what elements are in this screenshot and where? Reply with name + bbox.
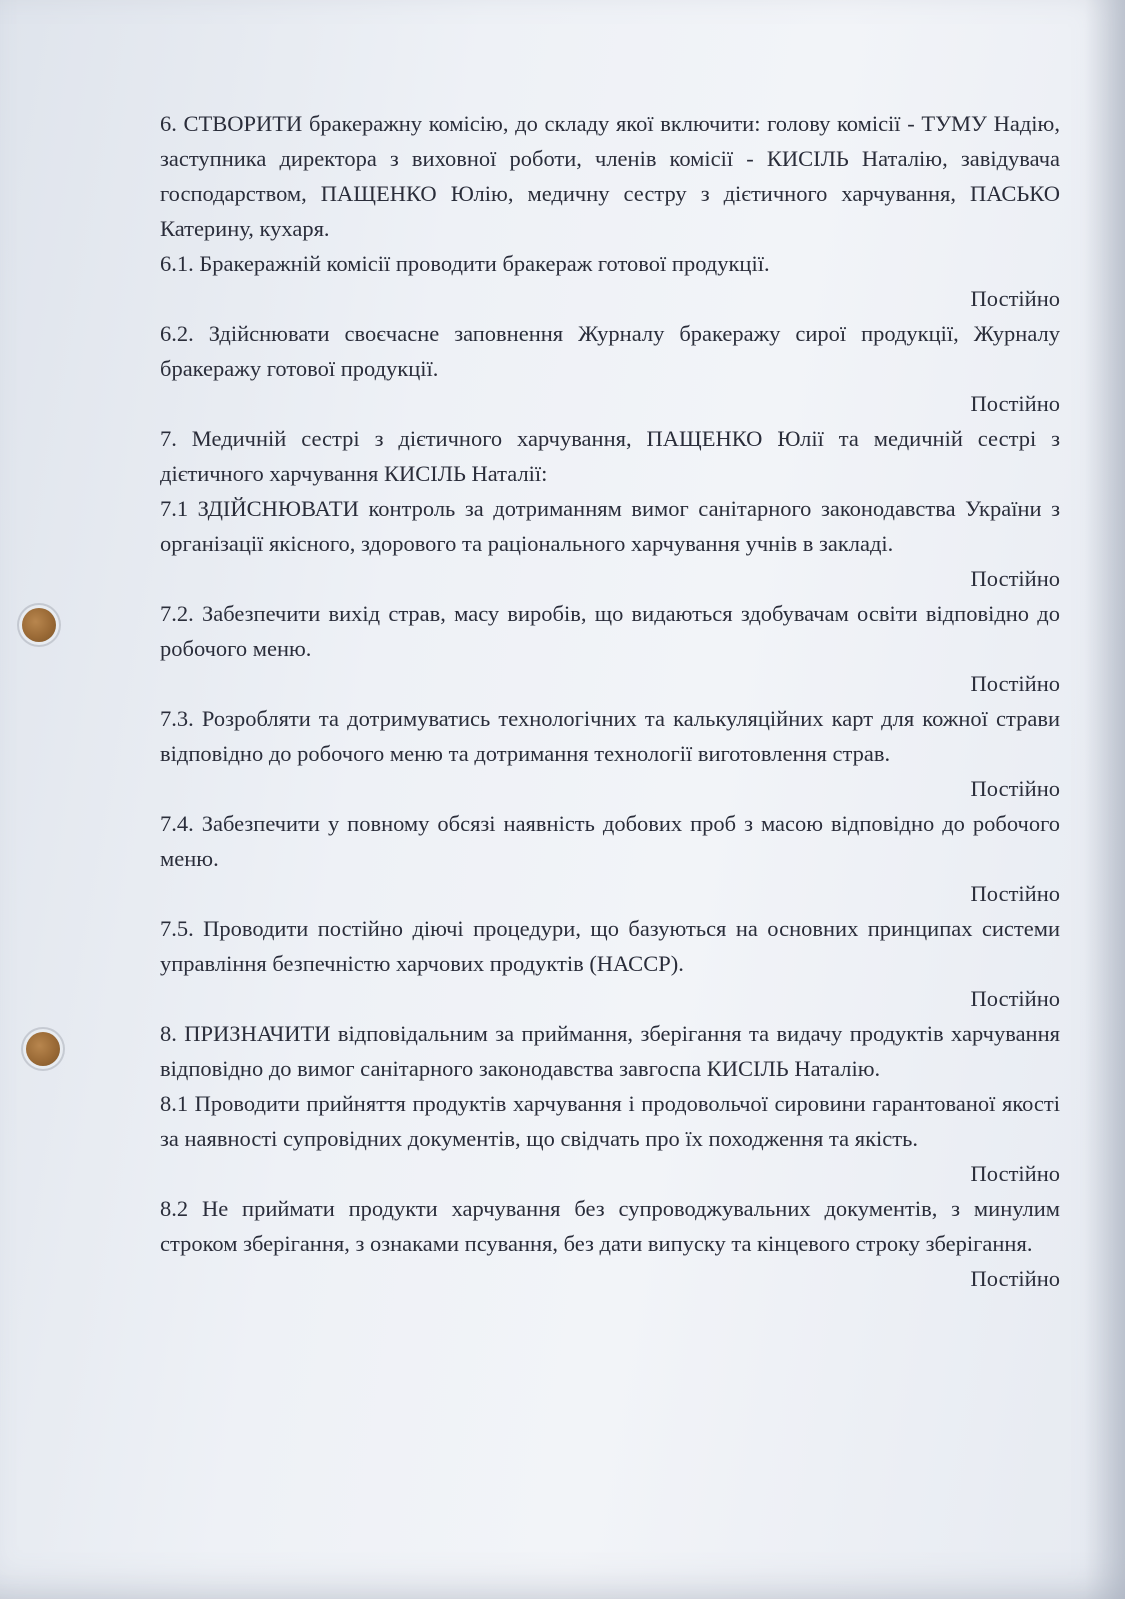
paragraph-7: 7. Медичній сестрі з дієтичного харчування, ПАЩЕНКО Юлії та медичній сестрі з дієтичного харчування КИСІЛЬ Наталії:: [160, 426, 1060, 486]
status-label: Постійно: [970, 1161, 1060, 1186]
paragraph-7-2: 7.2. Забезпечити вихід страв, масу виробів, що видаються здобувачам освіти відповідно до робочого меню.: [160, 601, 1060, 661]
status-label: Постійно: [970, 986, 1060, 1011]
paragraph-6-2: 6.2. Здійснювати своєчасне заповнення Журналу бракеражу сирої продукції, Журналу бракеражу готової продукції.: [160, 321, 1060, 381]
status-label: Постійно: [970, 881, 1060, 906]
status-label: Постійно: [970, 671, 1060, 696]
paragraph-7-4: 7.4. Забезпечити у повному обсязі наявність добових проб з масою відповідно до робочого меню.: [160, 811, 1060, 871]
paragraph-7-1: 7.1 ЗДІЙСНЮВАТИ контроль за дотриманням вимог санітарного законодавства України з організації якісного, здорового та раціонального харчування учнів в закладі.: [160, 496, 1060, 556]
status-label: Постійно: [970, 391, 1060, 416]
paragraph-7-3: 7.3. Розробляти та дотримуватись технологічних та калькуляційних карт для кожної страви відповідно до робочого меню та дотримання технології виготовлення страв.: [160, 706, 1060, 766]
status-label: Постійно: [970, 1266, 1060, 1291]
paragraph-8-2: 8.2 Не приймати продукти харчування без супроводжувальних документів, з минулим строком зберігання, з ознаками псування, без дати випуску та кінцевого строку зберігання.: [160, 1196, 1060, 1256]
paragraph-8: 8. ПРИЗНАЧИТИ відповідальним за приймання, зберігання та видачу продуктів харчування відповідно до вимог санітарного законодавства завгоспа КИСІЛЬ Наталію.: [160, 1021, 1060, 1081]
punch-hole-top: [22, 608, 56, 642]
status-label: Постійно: [970, 776, 1060, 801]
status-label: Постійно: [970, 566, 1060, 591]
page-edge-shadow: [1085, 0, 1125, 1599]
paragraph-6-1: 6.1. Бракеражній комісії проводити бракераж готової продукції.: [160, 251, 770, 276]
paragraph-7-5: 7.5. Проводити постійно діючі процедури, що базуються на основних принципах системи управління безпечністю харчових продуктів (НАССР).: [160, 916, 1060, 976]
paragraph-8-1: 8.1 Проводити прийняття продуктів харчування і продовольчої сировини гарантованої якості за наявності супровідних документів, що свідчать про їх походження та якість.: [160, 1091, 1060, 1151]
status-label: Постійно: [970, 286, 1060, 311]
punch-hole-bottom: [26, 1032, 60, 1066]
paragraph-6: 6. СТВОРИТИ бракеражну комісію, до складу якої включити: голову комісії - ТУМУ Надію, заступника директора з виховної роботи, членів комісії - КИСІЛЬ Наталію, завідувача господарством, ПАЩЕНКО Юлію, медичну сестру з дієтичного харчування, ПАСЬКО Катерину, кухаря.: [160, 111, 1060, 241]
document-body: [160, 106, 1060, 1296]
